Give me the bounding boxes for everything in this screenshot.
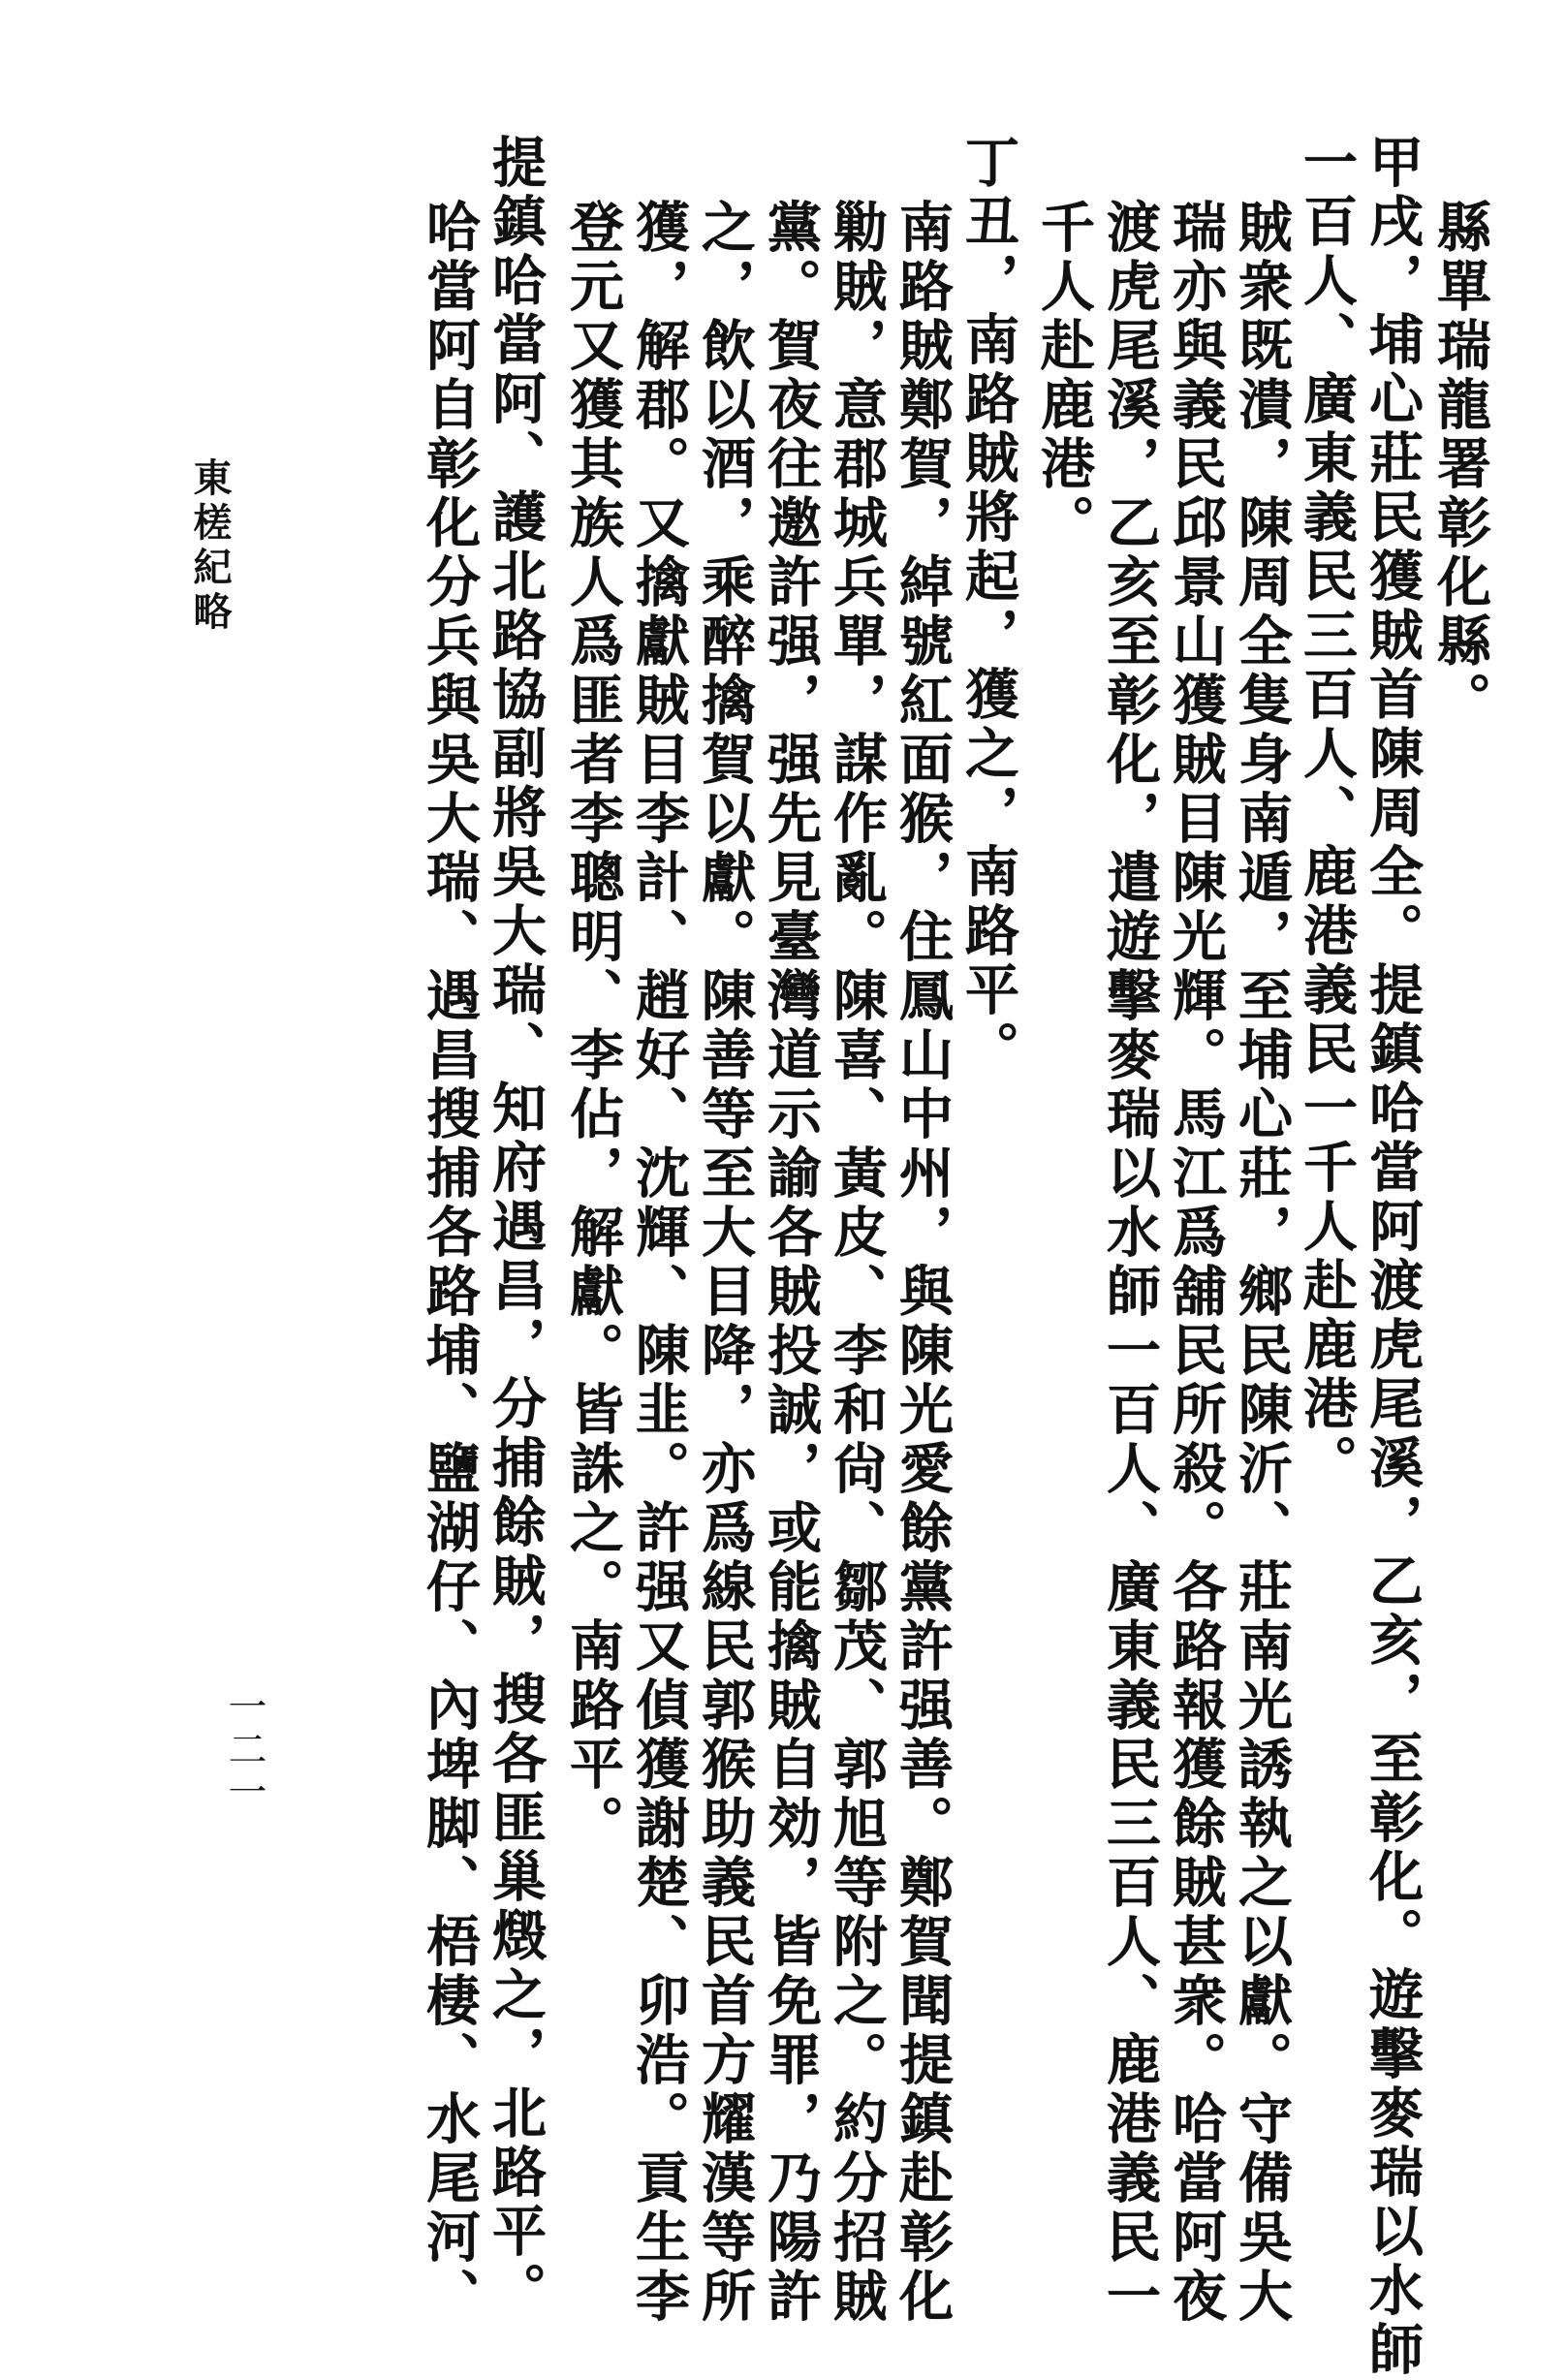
text-column: 登元又獲其族人爲匪者李聰明、李佔，解獻。皆誅之。南路平。 [561, 199, 625, 1854]
text-column: 甲戌，埔心莊民獲賊首陳周全。提鎮哈當阿渡虎尾溪，乙亥，至彰化。遊擊麥瑞以水師 [1361, 134, 1425, 2380]
text-column: 獲，解郡。又擒獻賊目李計、趙好、沈輝、陳韭。許强又偵獲謝楚、卯浩。貢生李 [627, 199, 691, 2327]
running-title: 東槎紀略 [187, 457, 233, 636]
text-column: 南路賊鄭賀，綽號紅面猴，住鳳山中州，與陳光愛餘黨許强善。鄭賀聞提鎮赴彰化 [891, 199, 955, 2327]
text-column: 渡虎尾溪，乙亥至彰化，遣遊擊麥瑞以水師一百人、廣東義民三百人、鹿港義民一 [1098, 199, 1162, 2327]
page-number: 一二一 [222, 1686, 266, 1814]
text-column: 勦賊，意郡城兵單，謀作亂。陳喜、黃皮、李和尙、鄒茂、郭旭等附之。約分招賊 [825, 199, 889, 2327]
text-column: 哈當阿自彰化分兵與吳大瑞、遇昌搜捕各路埔、鹽湖仔、內埤脚、梧棲、水尾河、 [418, 199, 482, 2327]
text-column: 賊衆既潰，陳周全隻身南遁，至埔心莊，鄉民陳沂、莊南光誘執之以獻。守備吳大 [1230, 199, 1294, 2327]
section-heading: 丁丑，南路賊將起，獲之，南路平。 [956, 134, 1020, 1080]
text-column: 一百人、廣東義民三百人、鹿港義民一千人赴鹿港。 [1295, 134, 1359, 1493]
text-column-heading: 縣單瑞龍署彰化縣。 [1428, 199, 1492, 731]
text-column: 提鎮哈當阿、護北路協副將吳大瑞、知府遇昌，分捕餘賊，搜各匪巢燬之，北路平。 [484, 134, 548, 2321]
text-column: 黨。賀夜往邀許强，强先見臺灣道示諭各賊投誠，或能擒賊自効，皆免罪，乃陽許 [759, 199, 823, 2327]
text-column: 瑞亦與義民邱景山獲賊目陳光輝。馬江爲舖民所殺。各路報獲餘賊甚衆。哈當阿夜 [1164, 199, 1228, 2327]
text-column: 千人赴鹿港。 [1032, 199, 1096, 553]
text-column: 之，飲以酒，乘醉擒賀以獻。陳善等至大目降，亦爲線民郭猴助義民首方耀漢等所 [693, 199, 757, 2327]
